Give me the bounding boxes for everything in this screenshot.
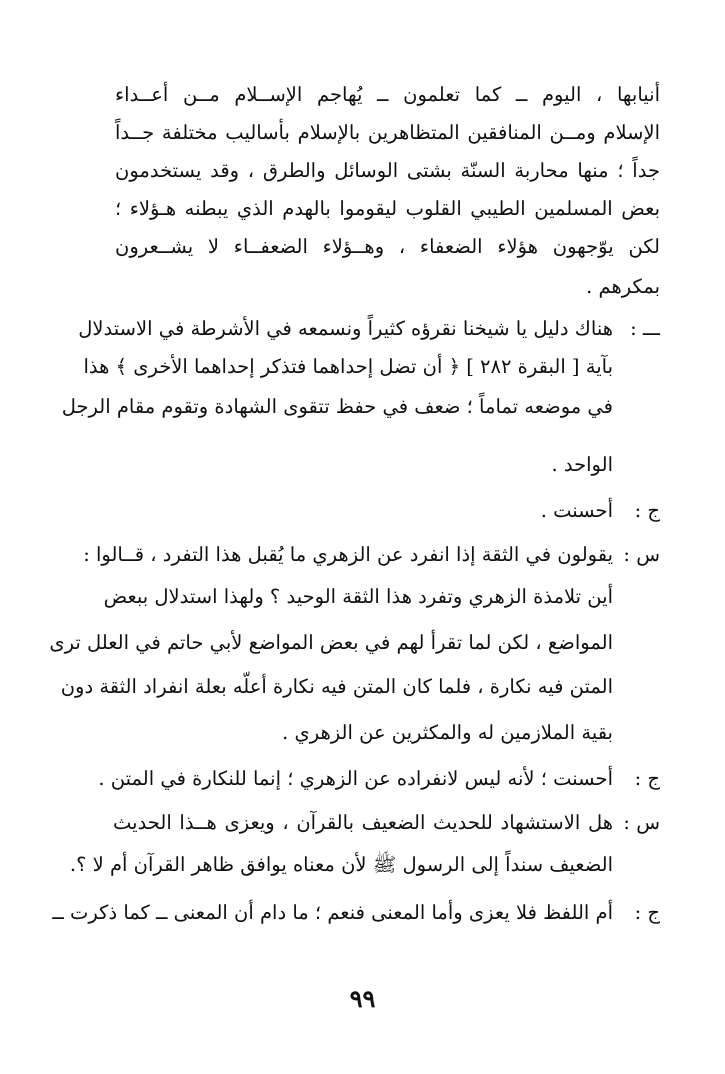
paragraph-line: أنيابها ، اليوم ــ كما تعلمون ــ يُهاجم الإســلام مــن أعــداء — [115, 83, 660, 106]
page-number: ٩٩ — [349, 984, 376, 1013]
question-line: الواحد . — [551, 453, 613, 476]
paragraph-line: بعض المسلمين الطيبي القلوب ليقوموا بالهدم الذي يبطنه هـؤلاء ؛ — [115, 197, 660, 220]
question-line: الضعيف سنداً إلى الرسول ﷺ لأن معناه يوافق ظاهر القرآن أم لا ؟. — [69, 853, 613, 876]
answer-marker: ج : — [634, 901, 660, 924]
question-line: بقية الملازمين له والمكثرين عن الزهري . — [282, 721, 613, 744]
question-line: يقولون في الثقة إذا انفرد عن الزهري ما يُقبل هذا التفرد ، قــالوا : — [83, 543, 613, 566]
question-line: في موضعه تماماً ؛ ضعف في حفظ تتقوى الشهادة وتقوم مقام الرجل — [61, 395, 613, 418]
question-line: هل الاستشهاد للحديث الضعيف بالقرآن ، ويعزى هــذا الحديث — [113, 811, 613, 834]
paragraph-line: الإسلام ومــن المنافقين المتظاهرين بالإسلام بأساليب مختلفة جــداً — [115, 121, 660, 144]
question-marker: س : — [623, 811, 660, 834]
question-line: المواضع ، لكن لما تقرأ لهم في بعض المواضع لأبي حاتم في العلل ترى — [49, 631, 613, 654]
answer-line: أحسنت ؛ لأنه ليس لانفراده عن الزهري ؛ إنما للنكارة في المتن . — [98, 767, 613, 790]
question-line: بآية [ البقرة ٢٨٢ ] ﴿ أن تضل إحداهما فتذكر إحداهما الأخرى ﴾ هذا — [83, 355, 613, 378]
paragraph-line: بمكرهم . — [586, 275, 660, 298]
question-line: المتن فيه نكارة ، فلما كان المتن فيه نكارة أعلّه بعلة انفراد الثقة دون — [60, 675, 613, 698]
paragraph-line: جداً ؛ منها محاربة السنّة بشتى الوسائل والطرق ، وقد يستخدمون — [115, 159, 660, 182]
answer-line: أم اللفظ فلا يعزى وأما المعنى فنعم ؛ ما دام أن المعنى ــ كما ذكرت ــ — [52, 901, 613, 924]
question-marker: س : — [623, 543, 660, 566]
answer-line: أحسنت . — [540, 499, 613, 522]
question-line: أين تلامذة الزهري وتفرد هذا الثقة الوحيد ؟ ولهذا استدلال ببعض — [103, 585, 613, 608]
paragraph-line: لكن يوّجهون هؤلاء الضعفاء ، وهــؤلاء الضعفــاء لا يشــعرون — [115, 235, 660, 258]
answer-marker: ج : — [634, 767, 660, 790]
answer-marker: ج : — [634, 499, 660, 522]
question-line: هناك دليل يا شيخنا نقرؤه كثيراً ونسمعه في الأشرطة في الاستدلال — [78, 317, 613, 340]
question-marker: ـــ : — [630, 317, 660, 340]
